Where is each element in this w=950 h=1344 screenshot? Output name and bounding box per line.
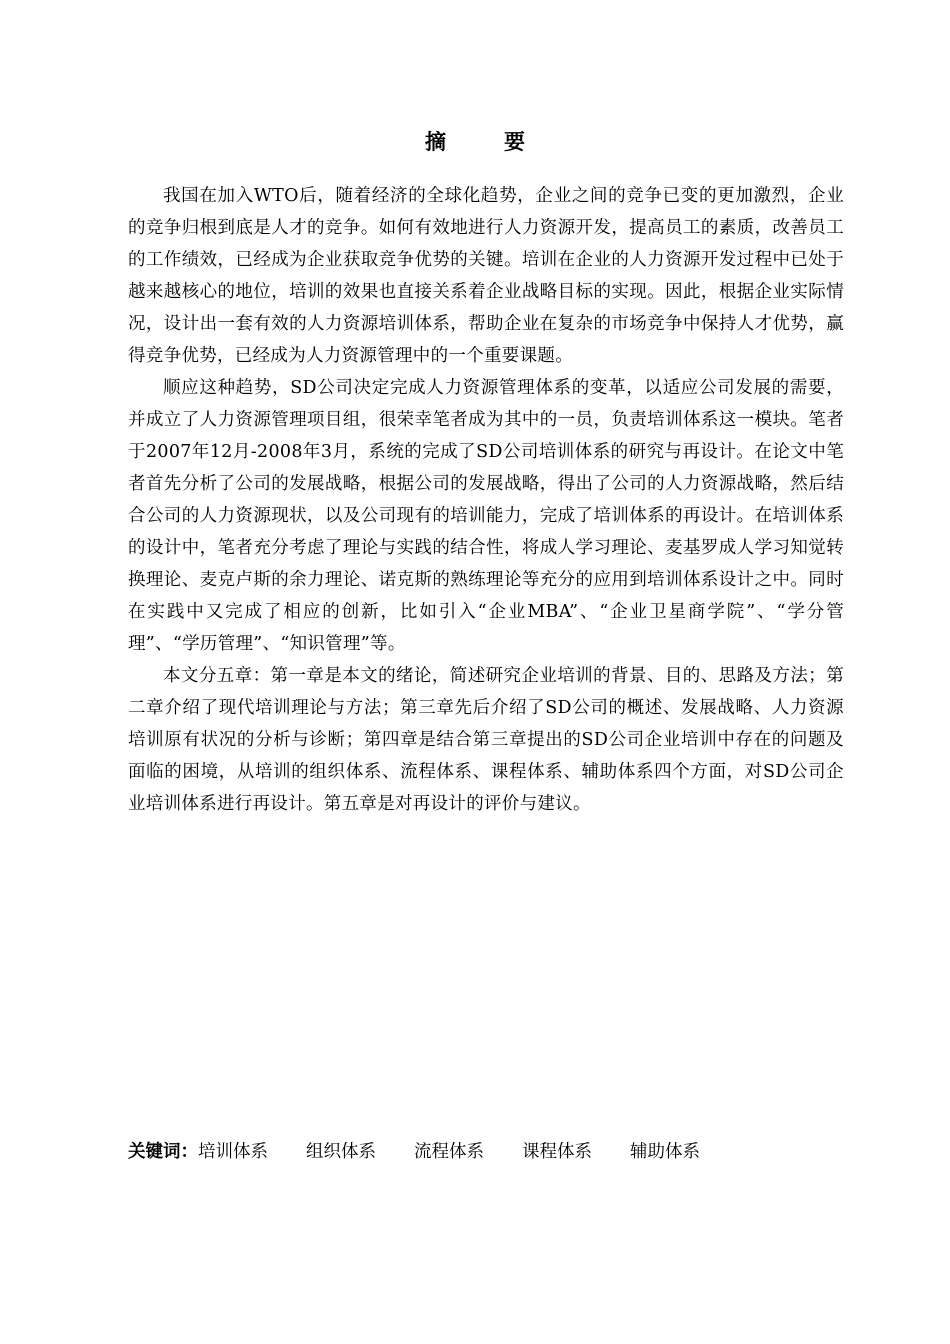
- keyword-item: 辅助体系: [630, 1142, 700, 1162]
- keywords-label: 关键词：: [128, 1142, 198, 1162]
- abstract-paragraph-2: 顺应这种趋势，SD公司决定完成人力资源管理体系的变革，以适应公司发展的需要，并成立了人力资源管理项目组，很荣幸笔者成为其中的一员，负责培训体系这一模块。笔者于2007年12月-2008年3月，系统的完成了SD公司培训体系的研究与再设计。在论文中笔者首先分析了公司的发展战略，根据公司的发展战略，得出了公司的人力资源战略，然后结合公司的人力资源现状，以及公司现有的培训能力，完成了培训体系的再设计。在培训体系的设计中，笔者充分考虑了理论与实践的结合性，将成人学习理论、麦基罗成人学习知觉转换理论、麦克卢斯的余力理论、诺克斯的熟练理论等充分的应用到培训体系设计之中。同时在实践中又完成了相应的创新，比如引入“企业MBA”、“企业卫星商学院”、“学分管理”、“学历管理”、“知识管理”等。: [128, 378, 844, 654]
- title-char-1: 摘: [425, 130, 446, 154]
- keywords-line: [128, 1140, 844, 1164]
- abstract-paragraph-3: 本文分五章：第一章是本文的绪论，简述研究企业培训的背景、目的、思路及方法；第二章介绍了现代培训理论与方法；第三章先后介绍了SD公司的概述、发展战略、人力资源培训原有状况的分析与诊断；第四章是结合第三章提出的SD公司企业培训中存在的问题及面临的困境，从培训的组织体系、流程体系、课程体系、辅助体系四个方面，对SD公司企业培训体系进行再设计。第五章是对再设计的评价与建议。: [128, 666, 844, 814]
- abstract-paragraph-1: 我国在加入WTO后，随着经济的全球化趋势，企业之间的竞争已变的更加激烈，企业的竞争归根到底是人才的竞争。如何有效地进行人力资源开发，提高员工的素质，改善员工的工作绩效，已经成为企业获取竞争优势的关键。培训在企业的人力资源开发过程中已处于越来越核心的地位，培训的效果也直接关系着企业战略目标的实现。因此，根据企业实际情况，设计出一套有效的人力资源培训体系，帮助企业在复杂的市场竞争中保持人才优势，赢得竞争优势，已经成为人力资源管理中的一个重要课题。: [128, 186, 844, 366]
- abstract-body: [128, 180, 844, 820]
- keyword-item: 课程体系: [522, 1142, 592, 1162]
- page-title: [0, 126, 950, 156]
- keyword-item: 组织体系: [306, 1142, 376, 1162]
- keyword-item: 流程体系: [414, 1142, 484, 1162]
- title-char-2: 要: [504, 130, 525, 154]
- keyword-item: 培训体系: [198, 1142, 268, 1162]
